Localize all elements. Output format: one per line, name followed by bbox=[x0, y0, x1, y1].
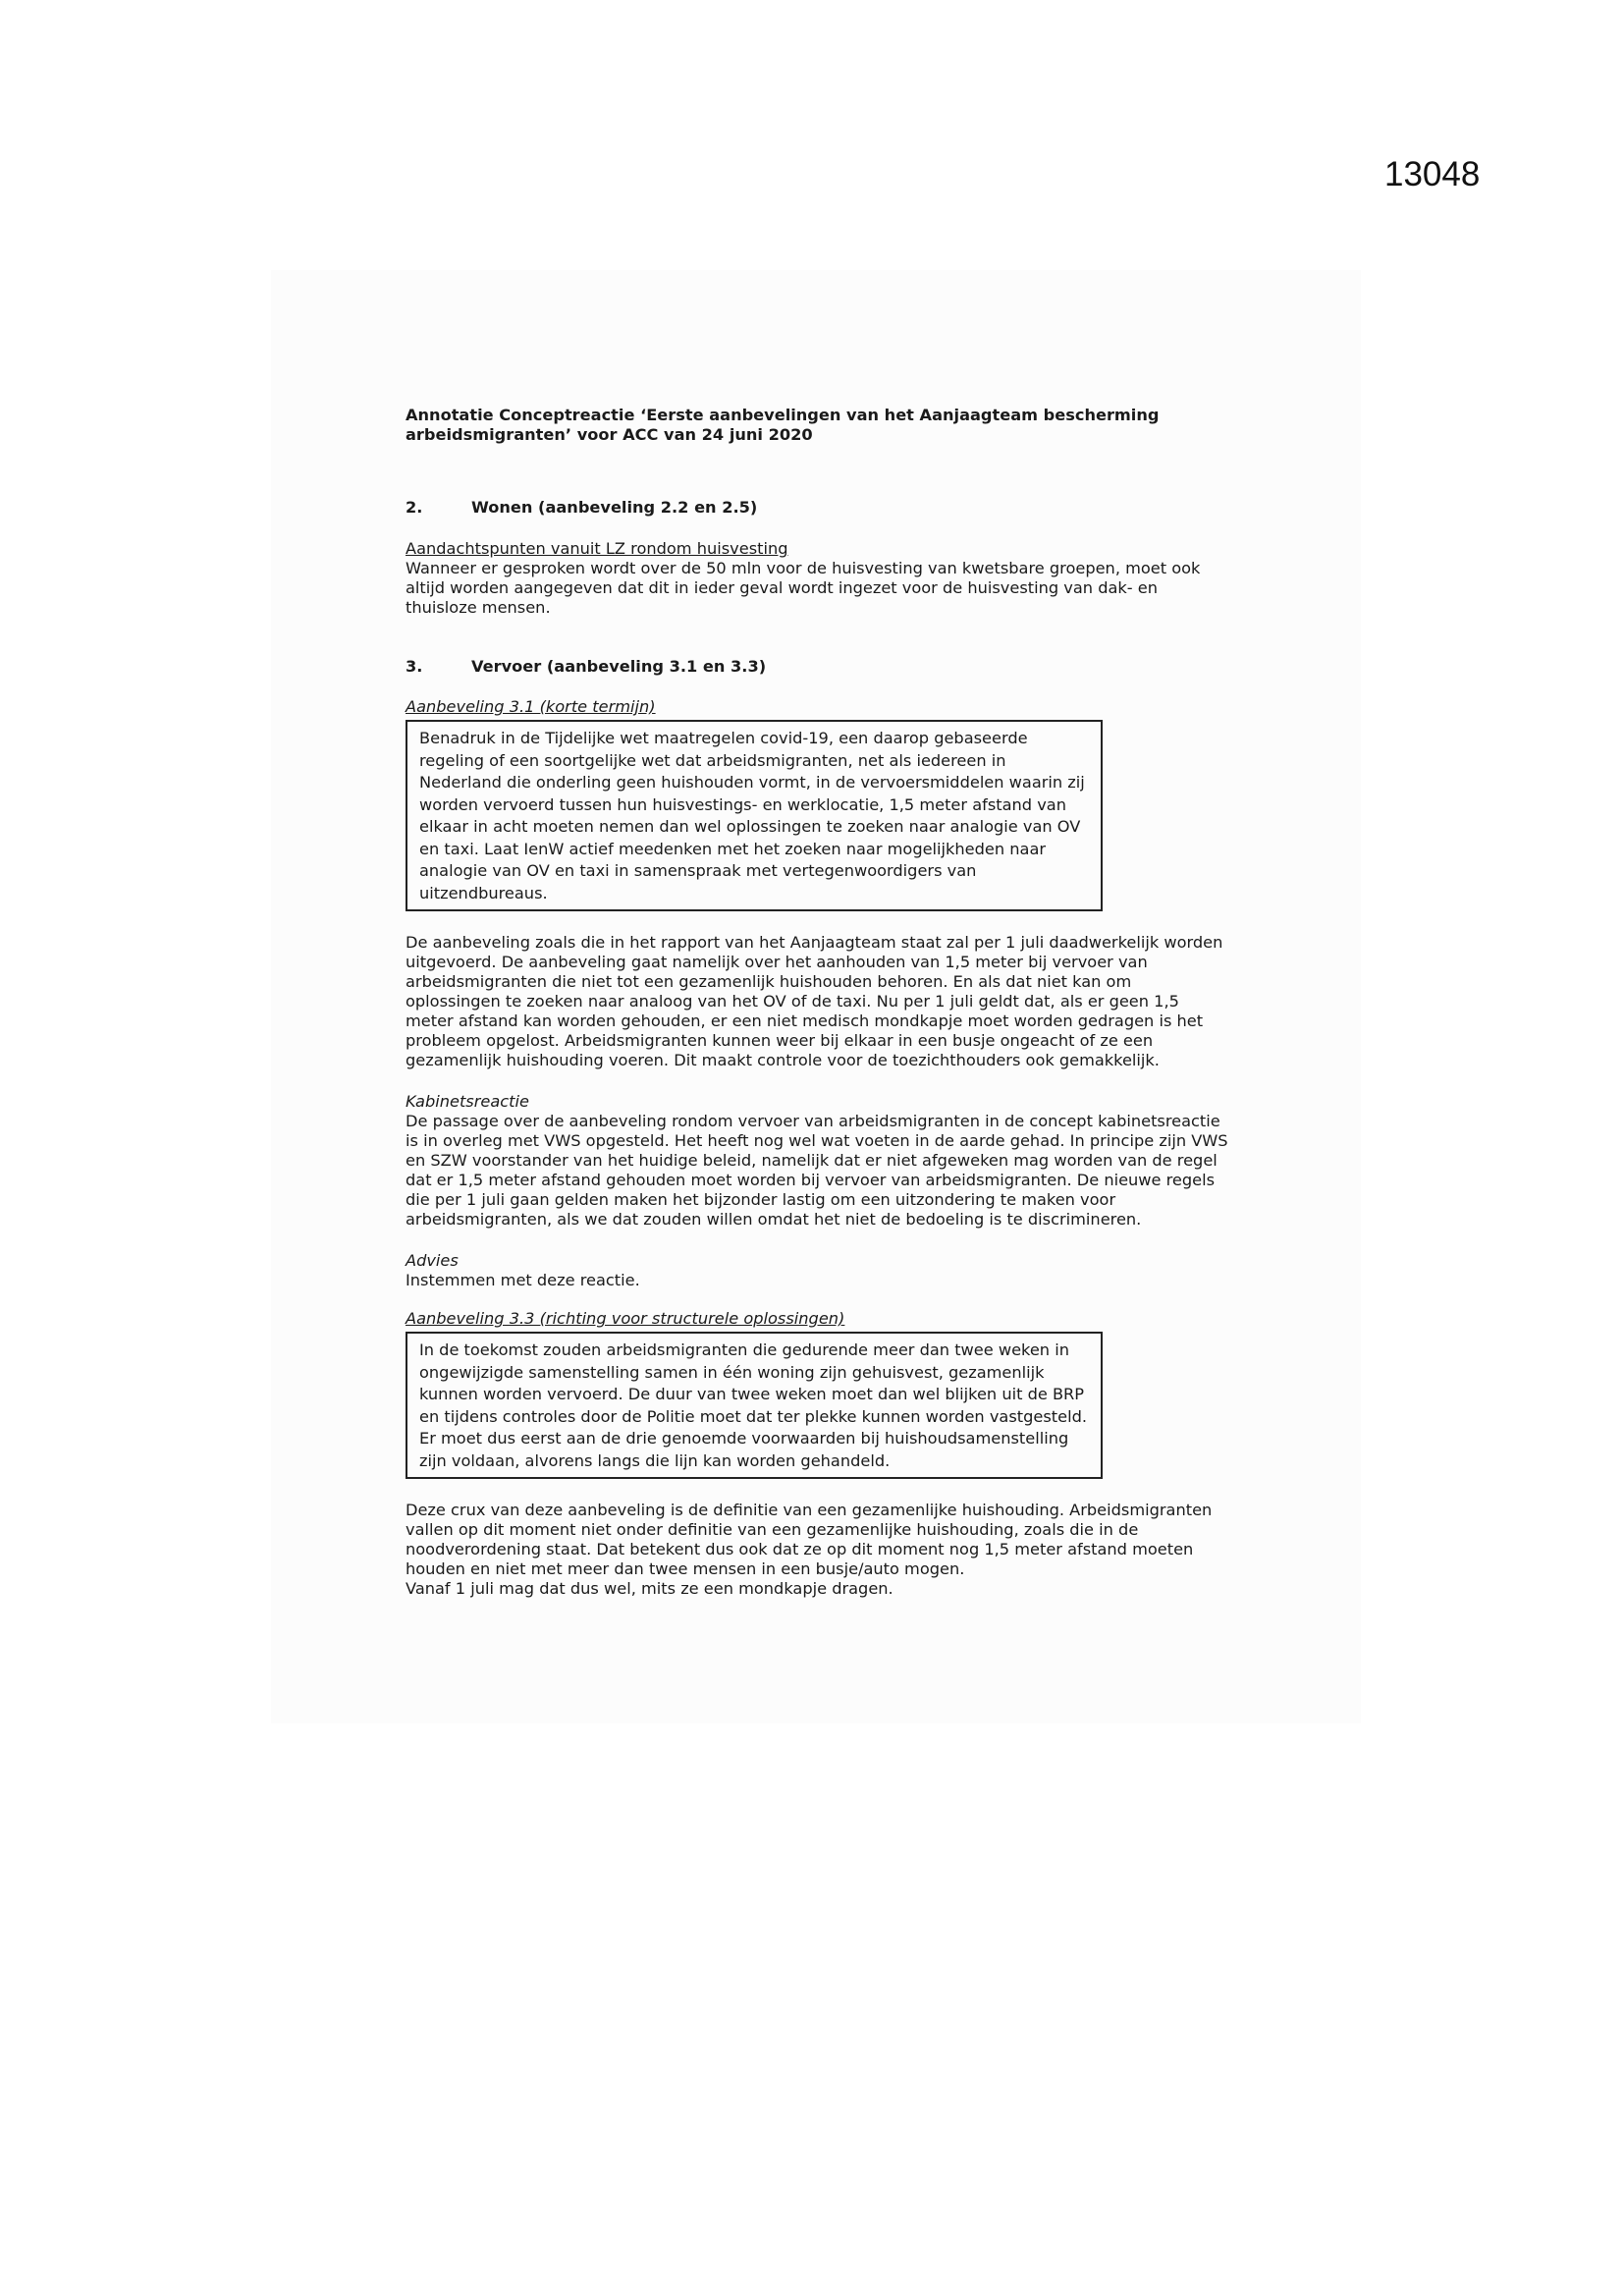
section-2-title: Wonen (aanbeveling 2.2 en 2.5) bbox=[471, 498, 758, 517]
recommendation-3-3-box: In de toekomst zouden arbeidsmigranten die gedurende meer dan twee weken in ongewijzigde samenstelling samen in één woning zijn gehuisvest, gezamenlijk kunnen worden vervoerd. De duur van twee weken moet dan wel blijken uit de BRP en tijdens controles door de Politie moet dat ter plekke kunnen worden vastgesteld. Er moet dus eerst aan de drie genoemde voorwaarden bij huishoudsamenstelling zijn voldaan, alvorens langs die lijn kan worden gehandeld. bbox=[406, 1332, 1103, 1479]
advice-text: Instemmen met deze reactie. bbox=[406, 1271, 640, 1289]
section-3-number: 3. bbox=[406, 657, 423, 676]
section-2-text: Wanneer er gesproken wordt over de 50 mln voor de huisvesting van kwetsbare groepen, moet ook altijd worden aangegeven dat dit in ieder geval wordt ingezet voor de huisvesting van dak- en thuisloze mensen. bbox=[406, 559, 1201, 617]
section-2-heading bbox=[406, 498, 1230, 518]
document-body bbox=[406, 406, 1230, 1599]
recommendation-3-3-text-2: Vanaf 1 juli mag dat dus wel, mits ze een mondkapje dragen. bbox=[406, 1579, 893, 1598]
document-title: Annotatie Conceptreactie ‘Eerste aanbevelingen van het Aanjaagteam bescherming arbeidsmigranten’ voor ACC van 24 juni 2020 bbox=[406, 406, 1160, 444]
section-2-subheading: Aandachtspunten vanuit LZ rondom huisvesting bbox=[406, 539, 788, 558]
recommendation-3-1-box: Benadruk in de Tijdelijke wet maatregelen covid-19, een daarop gebaseerde regeling of een soortgelijke wet dat arbeidsmigranten, net als iedereen in Nederland die onderling geen huishouden vormt, in de vervoersmiddelen waarin zij worden vervoerd tussen hun huisvestings- en werklocatie, 1,5 meter afstand van elkaar in acht moeten nemen dan wel oplossingen te zoeken naar analogie van OV en taxi. Laat IenW actief meedenken met het zoeken naar mogelijkheden naar analogie van OV en taxi in samenspraak met vertegenwoordigers van uitzendbureaus. bbox=[406, 720, 1103, 911]
recommendation-3-3-text: Deze crux van deze aanbeveling is de definitie van een gezamenlijke huishouding. Arbeidsmigranten vallen op dit moment niet onder definitie van een gezamenlijke huishouding, zoals die in de noodverordening staat. Dat betekent dus ook dat ze op dit moment nog 1,5 meter afstand moeten houden en niet met meer dan twee mensen in een busje/auto mogen. bbox=[406, 1501, 1213, 1578]
cabinet-response-text: De passage over de aanbeveling rondom vervoer van arbeidsmigranten in de concept kabinetsreactie is in overleg met VWS opgesteld. Het heeft nog wel wat voeten in de aarde gehad. In principe zijn VWS en SZW voorstander van het huidige beleid, namelijk dat er niet afgeweken mag worden van de regel dat er 1,5 meter afstand gehouden moet worden bij vervoer van arbeidsmigranten. De nieuwe regels die per 1 juli gaan gelden maken het bijzonder lastig om een uitzondering te maken voor arbeidsmigranten, als we dat zouden willen omdat het niet de bedoeling is te discrimineren. bbox=[406, 1112, 1228, 1229]
recommendation-3-1-label: Aanbeveling 3.1 (korte termijn) bbox=[406, 697, 656, 716]
cabinet-response-label: Kabinetsreactie bbox=[406, 1092, 529, 1111]
page-number: 13048 bbox=[1384, 155, 1481, 193]
advice-label: Advies bbox=[406, 1251, 459, 1270]
recommendation-3-1-text: De aanbeveling zoals die in het rapport van het Aanjaagteam staat zal per 1 juli daadwerkelijk worden uitgevoerd. De aanbeveling gaat namelijk over het aanhouden van 1,5 meter bij vervoer van arbeidsmigranten die niet tot een gezamenlijk huishouden behoren. En als dat niet kan om oplossingen te zoeken naar analoog van het OV of de taxi. Nu per 1 juli geldt dat, als er geen 1,5 meter afstand kan worden gehouden, er een niet medisch mondkapje moet worden gedragen is het probleem opgelost. Arbeidsmigranten kunnen weer bij elkaar in een busje ongeacht of ze een gezamenlijk huishouding voeren. Dit maakt controle voor de toezichthouders ook gemakkelijk. bbox=[406, 933, 1223, 1069]
section-3-heading bbox=[406, 657, 1230, 677]
section-3-title: Vervoer (aanbeveling 3.1 en 3.3) bbox=[471, 657, 767, 676]
recommendation-3-3-label: Aanbeveling 3.3 (richting voor structurele oplossingen) bbox=[406, 1309, 845, 1328]
section-2-number: 2. bbox=[406, 498, 423, 517]
